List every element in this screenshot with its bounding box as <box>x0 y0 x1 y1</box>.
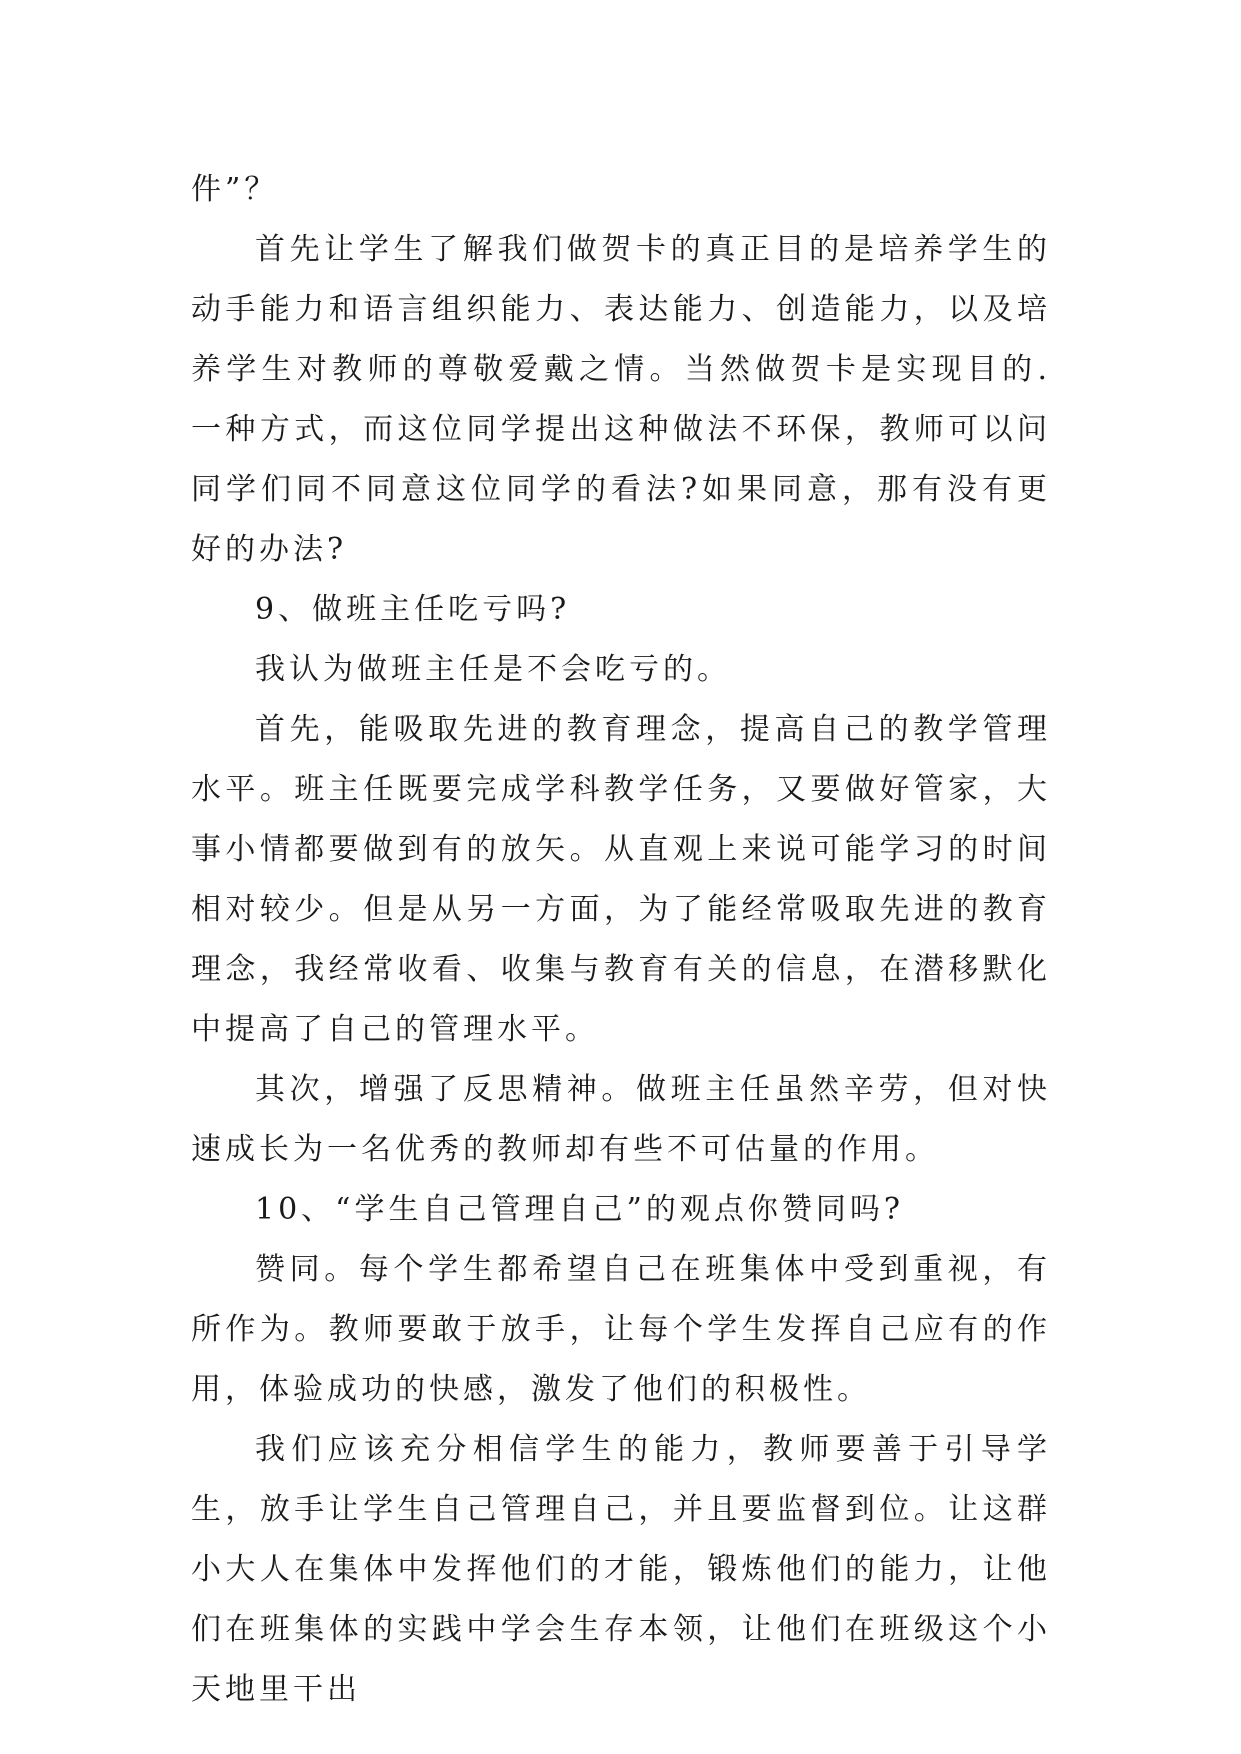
paragraph: 赞同。每个学生都希望自己在班集体中受到重视，有所作为。教师要敢于放手，让每个学生发挥自己应有的作用，体验成功的快感，激发了他们的积极性。 <box>191 1252 1051 1407</box>
paragraph: 首先让学生了解我们做贺卡的真正目的是培养学生的动手能力和语言组织能力、表达能力、创造能力，以及培养学生对教师的尊敬爱戴之情。当然做贺卡是实现目的.一种方式，而这位同学提出这种做法不环保，教师可以问同学们同不同意这位同学的看法?如果同意，那有没有更好的办法? <box>191 232 1051 567</box>
document-body <box>191 160 1051 1720</box>
paragraph: 我们应该充分相信学生的能力，教师要善于引导学生，放手让学生自己管理自己，并且要监督到位。让这群小大人在集体中发挥他们的才能，锻炼他们的能力，让他们在班集体的实践中学会生存本领，让他们在班级这个小天地里干出 <box>191 1432 1051 1707</box>
paragraph: 我认为做班主任是不会吃亏的。 <box>255 652 731 687</box>
paragraph-continuation: 件”？ <box>191 172 279 207</box>
paragraph: 其次，增强了反思精神。做班主任虽然辛劳，但对快速成长为一名优秀的教师却有些不可估量的作用。 <box>191 1072 1051 1167</box>
question-heading: 10、“学生自己管理自己”的观点你赞同吗? <box>255 1192 904 1227</box>
paragraph: 首先，能吸取先进的教育理念，提高自己的教学管理水平。班主任既要完成学科教学任务，又要做好管家，大事小情都要做到有的放矢。从直观上来说可能学习的时间相对较少。但是从另一方面，为了能经常吸取先进的教育理念，我经常收看、收集与教育有关的信息，在潜移默化中提高了自己的管理水平。 <box>191 712 1051 1047</box>
question-heading: 9、做班主任吃亏吗? <box>255 592 571 627</box>
